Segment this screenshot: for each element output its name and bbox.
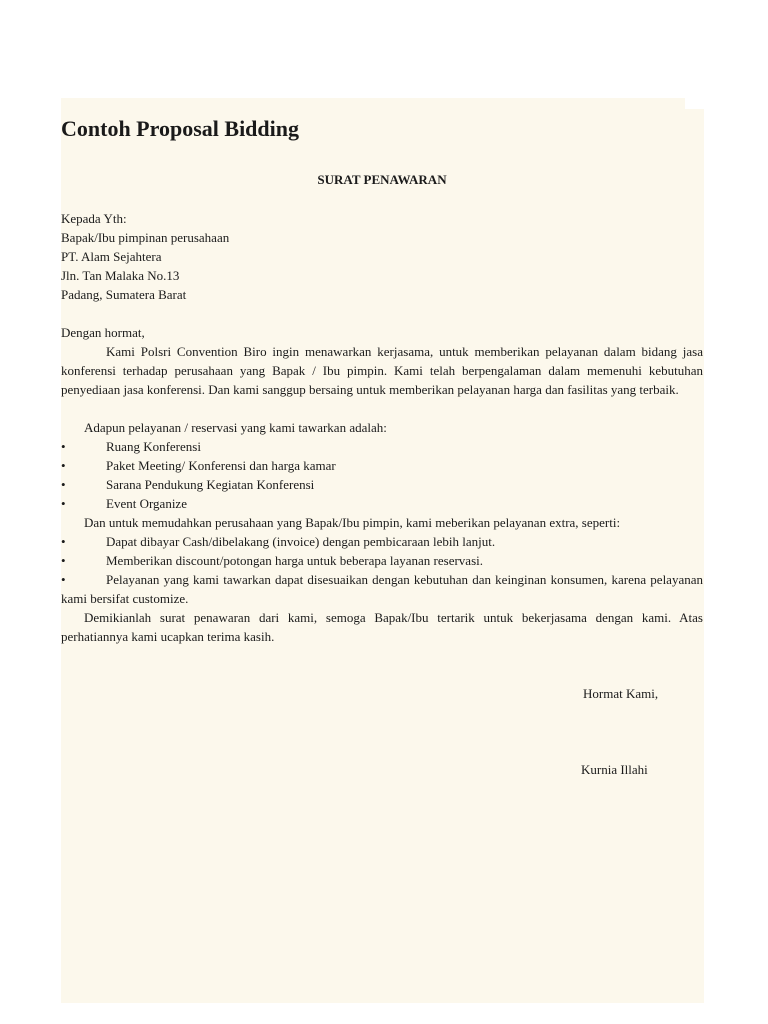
page-corner xyxy=(685,98,704,109)
address-line: Kepada Yth: xyxy=(61,211,127,226)
signoff: Hormat Kami, xyxy=(583,686,659,701)
extras-intro: Dan untuk memudahkan perusahaan yang Bapak/Ibu pimpin, kami meberikan pelayanan extra, seperti: xyxy=(84,515,621,530)
address-line: PT. Alam Sejahtera xyxy=(61,249,162,264)
list-item: Event Organize xyxy=(106,496,187,511)
address-line: Bapak/Ibu pimpinan perusahaan xyxy=(61,230,230,245)
list-item: Pelayanan yang kami tawarkan dapat disesuaikan dengan kebutuhan dan keinginan konsumen, karena pelayanan kami bersifat customize. xyxy=(61,572,703,606)
bullet-icon: • xyxy=(61,477,66,492)
letter-heading: SURAT PENAWARAN xyxy=(317,172,447,187)
document-title: Contoh Proposal Bidding xyxy=(61,116,300,141)
closing-paragraph: Demikianlah surat penawaran dari kami, semoga Bapak/Ibu tertarik untuk bekerjasama dengan kami. Atas perhatiannya kami ucapkan terima kasih. xyxy=(61,610,703,644)
services-intro: Adapun pelayanan / reservasi yang kami tawarkan adalah: xyxy=(84,420,387,435)
greeting: Dengan hormat, xyxy=(61,325,145,340)
list-item: Dapat dibayar Cash/dibelakang (invoice) dengan pembicaraan lebih lanjut. xyxy=(106,534,496,549)
bullet-icon: • xyxy=(61,572,66,587)
list-item: Memberikan discount/potongan harga untuk beberapa layanan reservasi. xyxy=(106,553,483,568)
address-line: Padang, Sumatera Barat xyxy=(61,287,187,302)
bullet-icon: • xyxy=(61,458,66,473)
bullet-icon: • xyxy=(61,496,66,511)
list-item: Ruang Konferensi xyxy=(106,439,201,454)
bullet-icon: • xyxy=(61,534,66,549)
signer-name: Kurnia Illahi xyxy=(581,762,648,777)
bullet-icon: • xyxy=(61,553,66,568)
paragraph-intro: Kami Polsri Convention Biro ingin menawarkan kerjasama, untuk memberikan pelayanan dalam bidang jasa konferensi terhadap perusahaan yang Bapak / Ibu pimpin. Kami telah berpengalaman dalam memenuhi kebutuhan penyediaan jasa konferensi. Dan kami sanggup bersaing untuk memberikan pelayanan harga dan fasilitas yang terbaik. xyxy=(61,344,703,397)
address-line: Jln. Tan Malaka No.13 xyxy=(61,268,180,283)
bullet-icon: • xyxy=(61,439,66,454)
list-item: Paket Meeting/ Konferensi dan harga kamar xyxy=(106,458,336,473)
list-item: Sarana Pendukung Kegiatan Konferensi xyxy=(106,477,315,492)
